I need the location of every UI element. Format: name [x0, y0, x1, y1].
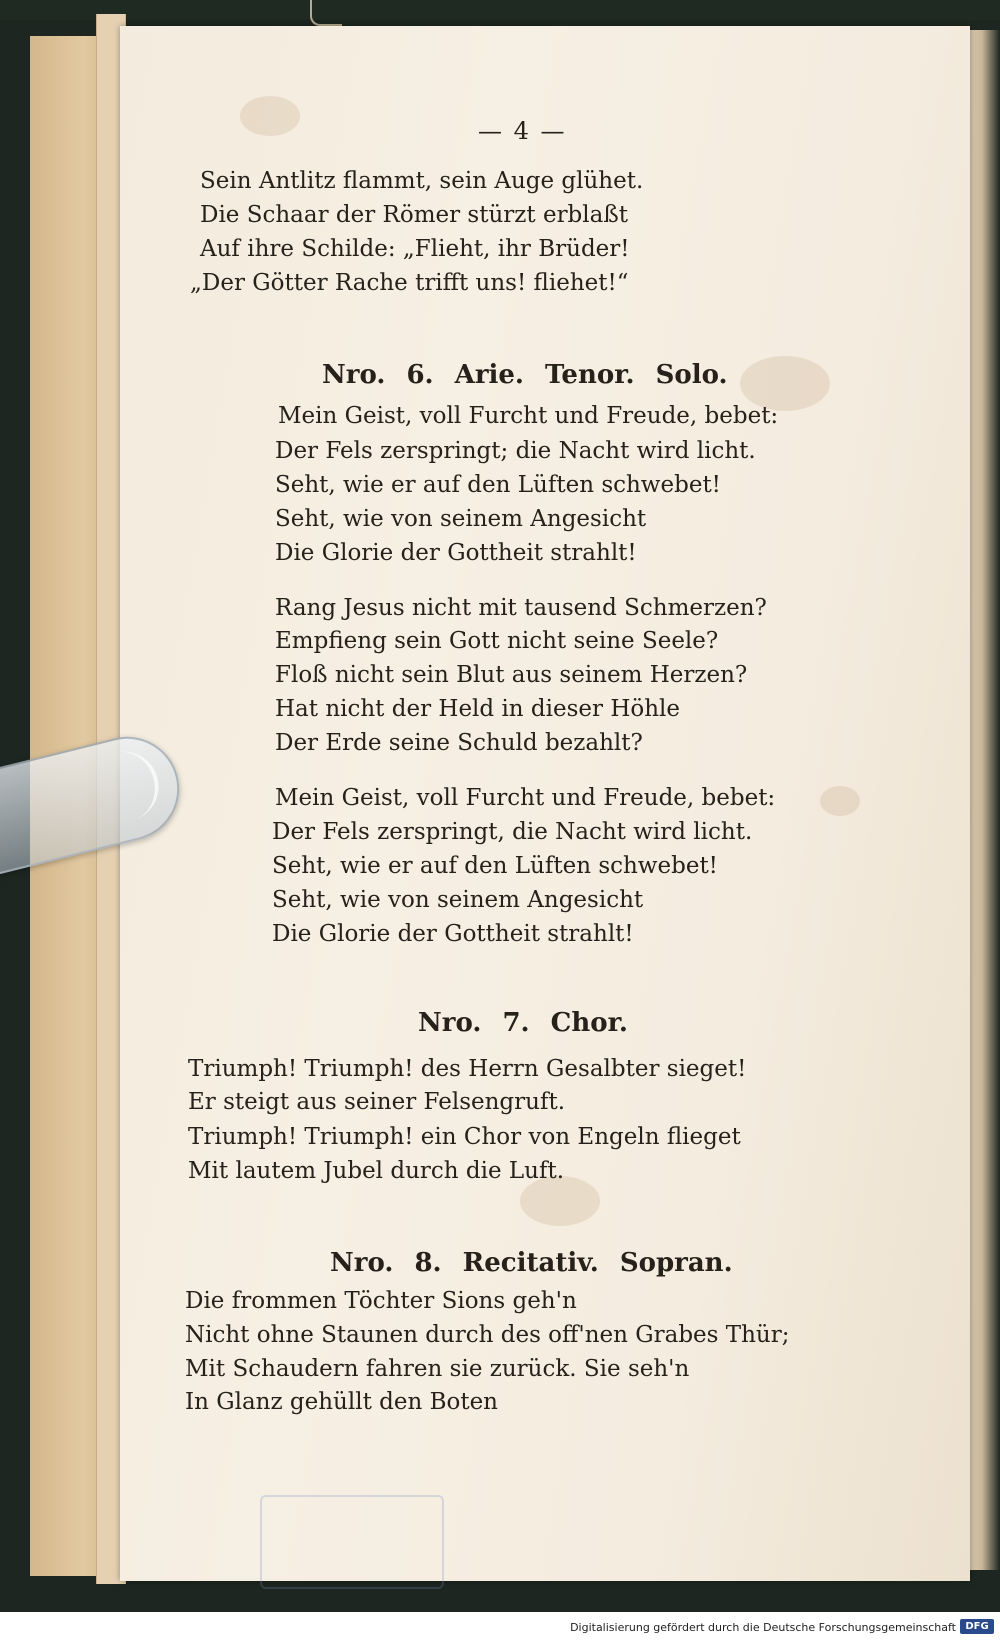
binding-thread	[310, 0, 342, 26]
paper-stain	[820, 786, 860, 816]
verse-line: Mit lautem Jubel durch die Luft.	[188, 1158, 565, 1184]
section-heading: Nro. 8. Recitativ. Sopran.	[330, 1248, 733, 1278]
paper-stain	[240, 96, 300, 136]
verse-line: Seht, wie von seinem Angesicht	[275, 506, 647, 532]
verse-line: Die frommen Töchter Sions geh'n	[185, 1288, 577, 1314]
section-heading: Nro. 7. Chor.	[418, 1008, 628, 1038]
verse-line: Mit Schaudern fahren sie zurück. Sie seh'n	[185, 1356, 690, 1382]
verse-line: Der Fels zerspringt, die Nacht wird licht.	[272, 819, 753, 845]
dfg-logo: DFG	[960, 1619, 994, 1634]
funding-credit: Digitalisierung gefördert durch die Deutsche Forschungsgemeinschaft	[570, 1621, 956, 1634]
verse-line: Auf ihre Schilde: „Flieht, ihr Brüder!	[200, 236, 630, 262]
clip-highlight	[97, 744, 166, 825]
verse-line: Mein Geist, voll Furcht und Freude, bebet:	[275, 785, 776, 811]
verse-line: Sein Antlitz flammt, sein Auge glühet.	[200, 168, 644, 194]
stamp-bleed-through	[260, 1495, 444, 1589]
verse-line: Seht, wie er auf den Lüften schwebet!	[275, 472, 721, 498]
verse-line: Hat nicht der Held in dieser Höhle	[275, 696, 681, 722]
verse-line: Seht, wie von seinem Angesicht	[272, 887, 644, 913]
verse-line: Triumph! Triumph! des Herrn Gesalbter sieget!	[188, 1056, 747, 1082]
section-heading: Nro. 6. Arie. Tenor. Solo.	[322, 360, 728, 390]
verse-line: Nicht ohne Staunen durch des off'nen Grabes Thür;	[185, 1322, 790, 1348]
verse-line: Die Schaar der Römer stürzt erblaßt	[200, 202, 628, 228]
page-number: — 4 —	[478, 117, 567, 145]
verse-line: „Der Götter Rache trifft uns! fliehet!“	[190, 270, 629, 296]
verse-line: Triumph! Triumph! ein Chor von Engeln flieget	[188, 1124, 741, 1150]
verse-line: Der Fels zerspringt; die Nacht wird licht.	[275, 438, 756, 464]
verse-line: Die Glorie der Gottheit strahlt!	[272, 921, 634, 947]
verse-line: Rang Jesus nicht mit tausend Schmerzen?	[275, 595, 767, 621]
verse-line: In Glanz gehüllt den Boten	[185, 1389, 498, 1415]
verse-line: Die Glorie der Gottheit strahlt!	[275, 540, 637, 566]
verse-line: Der Erde seine Schuld bezahlt?	[275, 730, 643, 756]
verse-line: Seht, wie er auf den Lüften schwebet!	[272, 853, 718, 879]
verse-line: Er steigt aus seiner Felsengruft.	[188, 1089, 566, 1115]
verse-line: Empfieng sein Gott nicht seine Seele?	[275, 628, 719, 654]
verse-line: Floß nicht sein Blut aus seinem Herzen?	[275, 662, 748, 688]
verse-line: Mein Geist, voll Furcht und Freude, bebet:	[278, 403, 779, 429]
